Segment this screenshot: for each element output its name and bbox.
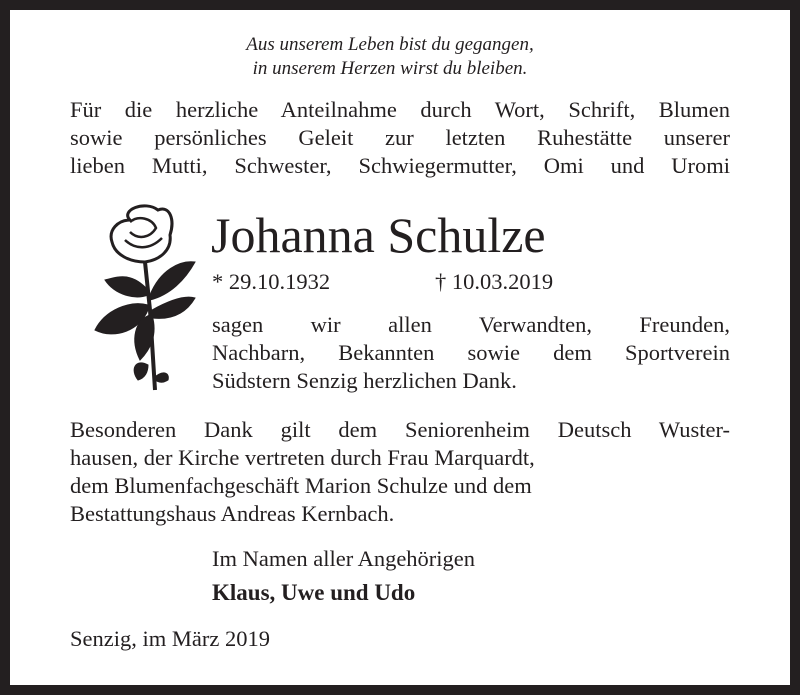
intro-line: sowie persönliches Geleit zur letzten Ruhestätte unserer xyxy=(70,125,730,150)
intro-line: lieben Mutti, Schwester, Schwiegermutter, Omi und Uromi xyxy=(70,153,730,178)
place-date: Senzig, im März 2019 xyxy=(70,626,270,651)
special-thanks-line: Besonderen Dank gilt dem Seniorenheim Deutsch Wuster- xyxy=(70,417,730,442)
thanks-line: Nachbarn, Bekannten sowie dem Sportverein xyxy=(212,340,730,365)
death-date: † 10.03.2019 xyxy=(435,269,554,294)
signers: Klaus, Uwe und Udo xyxy=(212,580,416,605)
birth-date: * 29.10.1932 xyxy=(212,269,331,294)
special-thanks-line: Bestattungshaus Andreas Kernbach. xyxy=(70,501,395,526)
signoff: Im Namen aller Angehörigen xyxy=(212,546,476,571)
motto-line: in unserem Herzen wirst du bleiben. xyxy=(252,58,528,79)
motto-line: Aus unserem Leben bist du gegangen, xyxy=(246,34,534,55)
rose-icon xyxy=(90,200,200,400)
thanks-line: Südstern Senzig herzlichen Dank. xyxy=(212,368,517,393)
thanks-line: sagen wir allen Verwandten, Freunden, xyxy=(212,312,730,337)
intro-line: Für die herzliche Anteilnahme durch Wort, Schrift, Blumen xyxy=(70,97,730,122)
special-thanks-line: hausen, der Kirche vertreten durch Frau Marquardt, xyxy=(70,445,535,470)
special-thanks-line: dem Blumenfachgeschäft Marion Schulze und dem xyxy=(70,473,532,498)
deceased-name: Johanna Schulze xyxy=(211,207,546,263)
